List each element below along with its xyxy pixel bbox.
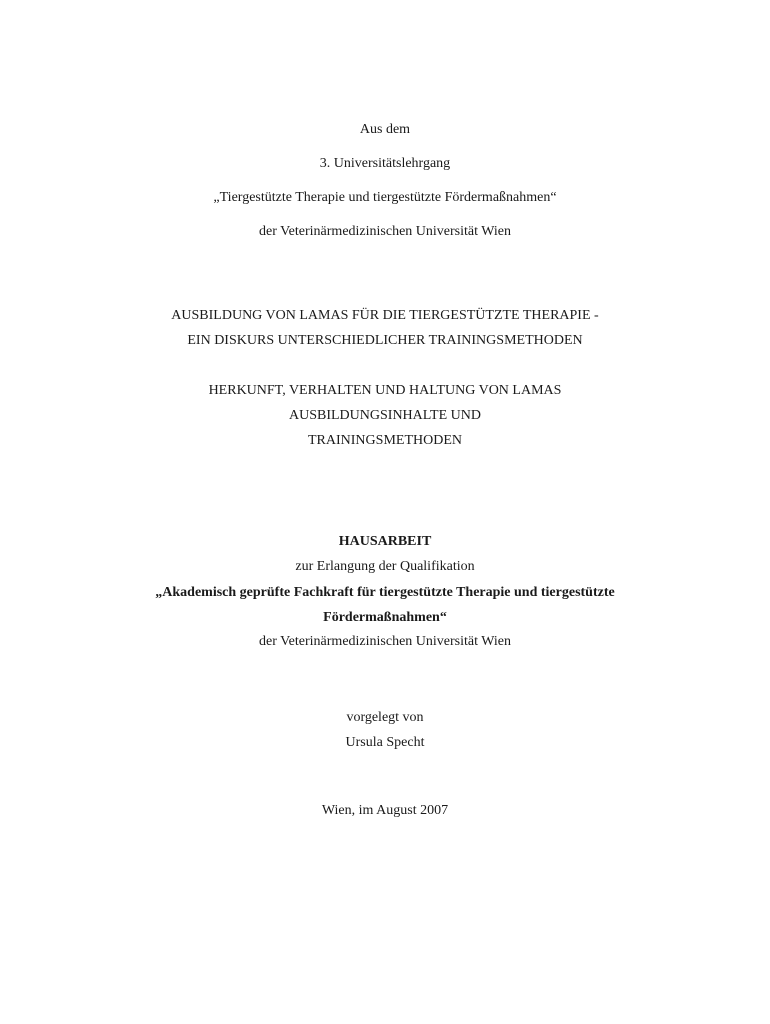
author-name: Ursula Specht xyxy=(345,735,425,750)
qualification-name-line-2: Fördermaßnahmen“ xyxy=(323,610,447,625)
header-university: der Veterinärmedizinischen Universität Wien xyxy=(259,224,511,239)
qualification-purpose: zur Erlangung der Qualifikation xyxy=(295,559,475,574)
thesis-subtitle-line-1: HERKUNFT, VERHALTEN UND HALTUNG VON LAMAS xyxy=(208,383,562,398)
place-date: Wien, im August 2007 xyxy=(321,803,449,818)
thesis-subtitle-line-3: TRAININGSMETHODEN xyxy=(308,433,462,448)
header-aus-dem: Aus dem xyxy=(359,122,411,137)
header-course: 3. Universitätslehrgang xyxy=(319,156,451,171)
qualification-institution: der Veterinärmedizinischen Universität Wien xyxy=(259,634,511,649)
thesis-title-line-2: EIN DISKURS UNTERSCHIEDLICHER TRAININGSMETHODEN xyxy=(187,333,583,348)
header-course-name: „Tiergestützte Therapie und tiergestützte Fördermaßnahmen“ xyxy=(213,190,557,205)
qualification-name-line-1: „Akademisch geprüfte Fachkraft für tiergestützte Therapie und tiergestützte xyxy=(155,585,615,600)
thesis-subtitle-line-2: AUSBILDUNGSINHALTE UND xyxy=(289,408,481,423)
document-type-heading: HAUSARBEIT xyxy=(338,534,432,549)
thesis-title-line-1: AUSBILDUNG VON LAMAS FÜR DIE TIERGESTÜTZTE THERAPIE - xyxy=(171,308,599,323)
presented-by: vorgelegt von xyxy=(346,710,424,725)
